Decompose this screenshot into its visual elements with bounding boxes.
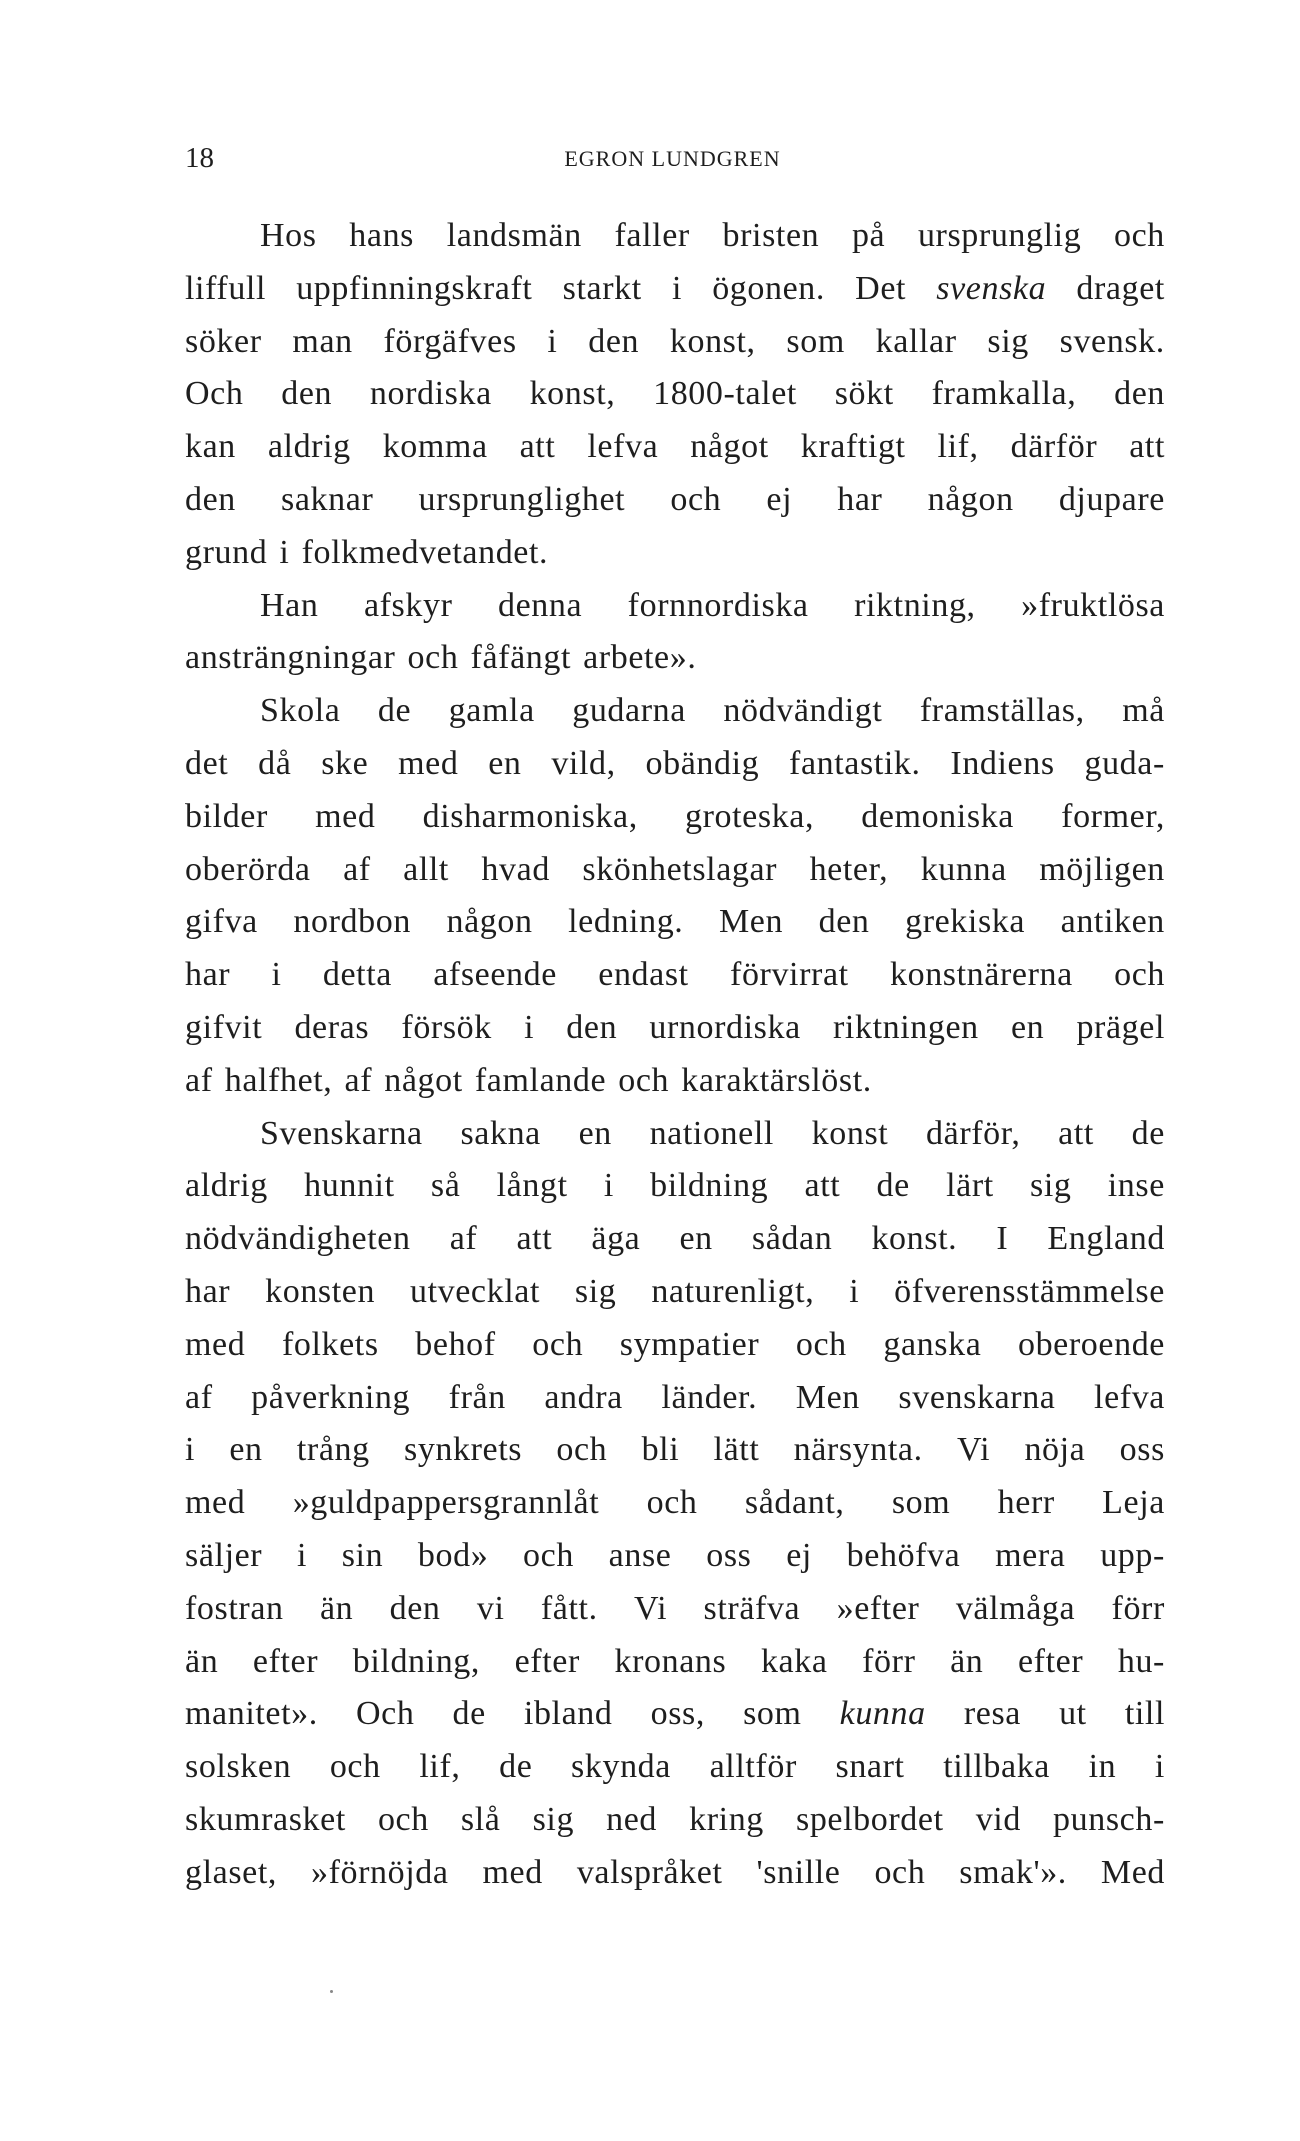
- word: vi: [476, 1589, 505, 1627]
- word: den: [1114, 375, 1165, 413]
- word: oss,: [650, 1695, 705, 1733]
- text-line: [185, 1530, 1165, 1583]
- word: försök: [401, 1008, 492, 1046]
- word: fått.: [540, 1589, 598, 1627]
- word: nationell: [649, 1114, 774, 1152]
- word: i: [1154, 1748, 1165, 1786]
- word: och: [377, 1800, 429, 1838]
- word: skönhetslagar: [582, 850, 778, 888]
- word: ögonen.: [712, 269, 825, 307]
- word: svensk.: [1059, 322, 1165, 360]
- word: behöfva: [846, 1536, 961, 1574]
- word: ursprunglighet: [418, 480, 626, 518]
- text-line: [185, 1160, 1165, 1213]
- word: komma: [382, 428, 488, 466]
- word: Han: [260, 586, 319, 624]
- word: den: [818, 903, 870, 941]
- word: herr: [997, 1484, 1055, 1522]
- word: ej: [786, 1536, 812, 1574]
- text-line: [185, 1055, 1165, 1108]
- word: förr: [1111, 1589, 1165, 1627]
- word: prägel: [1076, 1008, 1165, 1046]
- word: och: [329, 1748, 381, 1786]
- word: sig: [987, 322, 1029, 360]
- word: skynda: [571, 1748, 671, 1786]
- word: förvirrat: [730, 956, 849, 994]
- word: som: [891, 1484, 951, 1522]
- word: konst,: [529, 375, 616, 413]
- word: bildning: [650, 1167, 769, 1205]
- word: den: [389, 1589, 441, 1627]
- word: i: [296, 1536, 307, 1574]
- word: bli: [641, 1431, 680, 1469]
- word: har: [185, 1272, 231, 1310]
- word: en: [229, 1431, 263, 1469]
- word: och: [646, 1484, 698, 1522]
- word: nordiska: [369, 375, 492, 413]
- word: sakna: [460, 1114, 541, 1152]
- word: ej: [766, 480, 793, 518]
- text-line: [185, 1424, 1165, 1477]
- word: draget: [1076, 269, 1165, 307]
- text-line: [185, 1688, 1165, 1741]
- word: af: [185, 1378, 213, 1416]
- word: slå: [460, 1800, 501, 1838]
- word: liffull: [185, 269, 267, 307]
- word: manitet».: [185, 1695, 318, 1733]
- word: I: [996, 1220, 1009, 1258]
- word: Hos: [260, 217, 317, 254]
- word: hans: [349, 217, 415, 254]
- word: att: [1129, 428, 1165, 466]
- word: i: [185, 1431, 196, 1469]
- word: faller: [614, 217, 690, 254]
- word: bilder: [185, 797, 268, 835]
- text-line: [185, 474, 1165, 527]
- word: Med: [1100, 1853, 1165, 1891]
- word: andra: [544, 1378, 623, 1416]
- word: England: [1047, 1220, 1165, 1258]
- word: punsch-: [1053, 1800, 1165, 1838]
- word: därför,: [926, 1114, 1021, 1152]
- word: utvecklat: [410, 1272, 541, 1310]
- word: »guldpappersgrannlåt: [292, 1484, 600, 1522]
- word: den: [185, 480, 236, 518]
- word: till: [1124, 1695, 1165, 1733]
- word: påverkning: [251, 1378, 411, 1416]
- word: ibland: [523, 1695, 613, 1733]
- word: heter,: [809, 850, 889, 888]
- text-line: [185, 844, 1165, 897]
- word: sträfva: [703, 1589, 801, 1627]
- paper-speck: [330, 1990, 333, 1993]
- word: därför: [1010, 428, 1098, 466]
- word: någon: [446, 903, 533, 941]
- word: 1800-talet: [653, 375, 797, 413]
- word: ledning.: [568, 903, 684, 941]
- word: sig: [532, 1800, 575, 1838]
- word: Skola: [260, 692, 341, 730]
- word: hvad: [481, 850, 550, 888]
- text-line: [185, 1794, 1165, 1847]
- word: valspråket: [576, 1853, 723, 1891]
- word: Vi: [634, 1589, 668, 1627]
- word: tillbaka: [943, 1748, 1050, 1786]
- word: lefva: [1094, 1378, 1165, 1416]
- word: af halfhet, af något famlande och karaktärslöst.: [185, 1061, 872, 1099]
- text-line: [185, 1847, 1165, 1900]
- word: än: [950, 1642, 984, 1680]
- word: solsken: [185, 1748, 292, 1786]
- word: de: [1131, 1114, 1165, 1152]
- word: en: [679, 1220, 713, 1258]
- text-line: [185, 1636, 1165, 1689]
- word: oberoende: [1017, 1325, 1165, 1363]
- text-line: [185, 263, 1165, 316]
- word: nödvändigheten: [185, 1220, 411, 1258]
- word: fostran: [185, 1589, 284, 1627]
- word: Indiens: [950, 744, 1055, 782]
- word: må: [1122, 692, 1165, 730]
- word: aldrig: [267, 428, 351, 466]
- word: att: [1058, 1114, 1094, 1152]
- text-line: [185, 368, 1165, 421]
- word: trång: [296, 1431, 370, 1469]
- word: kan: [185, 428, 236, 466]
- word: att: [516, 1220, 553, 1258]
- word: efter: [252, 1642, 319, 1680]
- word: gudarna: [572, 692, 686, 730]
- word: ut: [1059, 1695, 1087, 1733]
- text-line: [185, 1319, 1165, 1372]
- word: har: [837, 480, 883, 518]
- text-line: [185, 1108, 1165, 1161]
- word: former,: [1061, 797, 1165, 835]
- word: sådant,: [744, 1484, 845, 1522]
- word: upp-: [1100, 1536, 1165, 1574]
- word: välmåga: [955, 1589, 1076, 1627]
- word: sympatier: [619, 1325, 760, 1363]
- word: med: [398, 744, 459, 782]
- word: så: [430, 1167, 461, 1205]
- word: den: [566, 1008, 618, 1046]
- word: »förnöjda: [310, 1853, 449, 1891]
- word: snart: [835, 1748, 905, 1786]
- word: öfverensstämmelse: [894, 1272, 1165, 1310]
- word: alltför: [709, 1748, 797, 1786]
- word: afskyr: [363, 586, 453, 624]
- word: afseende: [433, 956, 557, 994]
- word: hu-: [1117, 1642, 1165, 1680]
- word: som: [743, 1695, 802, 1733]
- word: af: [343, 850, 371, 888]
- word: deras: [294, 1008, 370, 1046]
- word: och: [523, 1536, 574, 1574]
- word: lif,: [937, 428, 979, 466]
- word: glaset,: [185, 1853, 278, 1891]
- word: en: [488, 744, 522, 782]
- word: kaka: [760, 1642, 828, 1680]
- word: saknar: [281, 480, 374, 518]
- word: länder.: [661, 1378, 758, 1416]
- word: i: [849, 1272, 860, 1310]
- text-line: [185, 949, 1165, 1002]
- italic-word: svenska: [936, 269, 1047, 307]
- word: in: [1088, 1748, 1117, 1786]
- word: vid: [975, 1800, 1021, 1838]
- word: konstnärerna: [890, 956, 1073, 994]
- word: allt: [403, 850, 449, 888]
- word: konst,: [669, 322, 756, 360]
- text-line: [185, 527, 1165, 580]
- word: smak'».: [959, 1853, 1067, 1891]
- word: närsynta.: [793, 1431, 923, 1469]
- word: vild,: [551, 744, 616, 782]
- word: »efter: [836, 1589, 920, 1627]
- word: skumrasket: [185, 1800, 346, 1838]
- word: ursprunglig: [917, 217, 1082, 254]
- word: i: [271, 956, 282, 994]
- text-line: [185, 421, 1165, 474]
- word: och: [556, 1431, 608, 1469]
- word: bod»: [417, 1536, 489, 1574]
- word: sig: [1030, 1167, 1072, 1205]
- word: som: [786, 322, 845, 360]
- word: i: [547, 322, 558, 360]
- word: och: [795, 1325, 847, 1363]
- word: nöja: [1024, 1431, 1086, 1469]
- word: och: [532, 1325, 584, 1363]
- word: fantastik.: [789, 744, 921, 782]
- word: kring: [689, 1800, 764, 1838]
- word: den: [281, 375, 333, 413]
- word: de: [452, 1695, 486, 1733]
- word: oss: [706, 1536, 752, 1574]
- word: möjligen: [1039, 850, 1165, 888]
- word: att: [519, 428, 556, 466]
- word: lif,: [419, 1748, 461, 1786]
- text-line: [185, 738, 1165, 791]
- word: riktningen: [833, 1008, 979, 1046]
- word: och: [670, 480, 722, 518]
- text-line: [185, 896, 1165, 949]
- word: Leja: [1102, 1484, 1165, 1522]
- word: efter: [514, 1642, 580, 1680]
- page-header: [185, 142, 1160, 182]
- word: djupare: [1058, 480, 1165, 518]
- word: gamla: [448, 692, 535, 730]
- word: i: [671, 269, 682, 307]
- word: med: [185, 1484, 246, 1522]
- word: hunnit: [304, 1167, 395, 1205]
- word: sig: [574, 1272, 617, 1310]
- word: groteska,: [684, 797, 815, 835]
- text-line: [185, 632, 1165, 685]
- page-number: 18: [185, 142, 214, 174]
- word: framkalla,: [931, 375, 1077, 413]
- word: ganska: [883, 1325, 982, 1363]
- word: Men: [795, 1378, 860, 1416]
- word: disharmoniska,: [422, 797, 638, 835]
- word: anse: [608, 1536, 672, 1574]
- word: och: [874, 1853, 926, 1891]
- text-line: [185, 1002, 1165, 1055]
- word: mera: [995, 1536, 1066, 1574]
- word: man: [292, 322, 353, 360]
- word: oss: [1119, 1431, 1165, 1469]
- word: 'snille: [756, 1853, 841, 1891]
- word: behof: [415, 1325, 496, 1363]
- word: oberörda: [185, 850, 311, 888]
- text-line: [185, 1741, 1165, 1794]
- word: landsmän: [446, 217, 582, 254]
- word: Och: [185, 375, 244, 413]
- word: den: [588, 322, 640, 360]
- word: äga: [591, 1220, 641, 1258]
- text-line: [185, 685, 1165, 738]
- word: framställas,: [919, 692, 1085, 730]
- word: lärt: [946, 1167, 994, 1205]
- word: förr: [862, 1642, 916, 1680]
- word: säljer: [185, 1536, 263, 1574]
- word: än: [319, 1589, 354, 1627]
- word: ske: [321, 744, 369, 782]
- word: sådan: [751, 1220, 833, 1258]
- body-text: [185, 210, 1165, 1900]
- word: bristen: [722, 217, 820, 254]
- word: konst: [811, 1114, 889, 1152]
- word: »fruktlösa: [1021, 586, 1165, 624]
- word: endast: [598, 956, 689, 994]
- word: grund i folkmedvetandet.: [185, 533, 549, 571]
- word: nödvändigt: [723, 692, 883, 730]
- word: denna: [498, 586, 583, 624]
- word: aldrig: [185, 1167, 268, 1205]
- word: gifva: [185, 903, 258, 941]
- word: kunna: [920, 850, 1007, 888]
- word: naturenligt,: [651, 1272, 815, 1310]
- word: i: [603, 1167, 614, 1205]
- word: resa: [963, 1695, 1021, 1733]
- word: konsten: [265, 1272, 376, 1310]
- word: af: [449, 1220, 478, 1258]
- word: de: [876, 1167, 910, 1205]
- word: kraftigt: [800, 428, 906, 466]
- text-line: [185, 1266, 1165, 1319]
- word: sin: [341, 1536, 384, 1574]
- word: uppfinningskraft: [296, 269, 533, 307]
- word: kronans: [614, 1642, 727, 1680]
- text-line: [185, 1583, 1165, 1636]
- word: starkt: [562, 269, 642, 307]
- word: de: [377, 692, 412, 730]
- word: ned: [606, 1800, 658, 1838]
- word: och: [1114, 956, 1165, 994]
- word: ansträngningar och fåfängt arbete».: [185, 639, 697, 677]
- word: Vi: [957, 1431, 991, 1469]
- word: Svenskarna: [260, 1114, 423, 1152]
- word: guda-: [1084, 744, 1165, 782]
- word: har: [185, 956, 231, 994]
- text-line: [185, 1372, 1165, 1425]
- italic-word: kunna: [839, 1695, 926, 1733]
- word: urnordiska: [649, 1008, 801, 1046]
- word: spelbordet: [795, 1800, 944, 1838]
- word: svenskarna: [898, 1378, 1056, 1416]
- word: och: [1114, 217, 1165, 254]
- word: någon: [927, 480, 1014, 518]
- running-head: EGRON LUNDGREN: [564, 146, 781, 171]
- word: fornnordiska: [627, 586, 809, 624]
- word: i: [524, 1008, 535, 1046]
- word: med: [482, 1853, 543, 1891]
- word: en: [578, 1114, 612, 1152]
- word: detta: [322, 956, 392, 994]
- text-line: [185, 791, 1165, 844]
- word: det: [185, 744, 229, 782]
- word: något: [690, 428, 769, 466]
- word: Det: [855, 269, 907, 307]
- word: konst.: [871, 1220, 958, 1258]
- text-line: [185, 316, 1165, 369]
- word: Och: [355, 1695, 415, 1733]
- word: obändig: [645, 744, 760, 782]
- word: de: [499, 1748, 533, 1786]
- word: förgäfves: [383, 322, 517, 360]
- word: en: [1010, 1008, 1045, 1046]
- word: antiken: [1060, 903, 1165, 941]
- word: då: [258, 744, 292, 782]
- word: söker: [185, 322, 262, 360]
- word: Men: [718, 903, 784, 941]
- text-line: [185, 210, 1165, 263]
- word: grekiska: [905, 903, 1026, 941]
- word: på: [851, 217, 886, 254]
- word: än: [185, 1642, 219, 1680]
- word: lefva: [587, 428, 659, 466]
- word: med: [315, 797, 376, 835]
- word: nordbon: [293, 903, 411, 941]
- word: med: [185, 1325, 246, 1363]
- word: synkrets: [404, 1431, 523, 1469]
- word: kallar: [875, 322, 957, 360]
- word: bildning,: [352, 1642, 481, 1680]
- word: långt: [496, 1167, 568, 1205]
- word: demoniska: [861, 797, 1014, 835]
- word: lätt: [713, 1431, 760, 1469]
- text-line: [185, 1213, 1165, 1266]
- word: från: [448, 1378, 506, 1416]
- word: efter: [1017, 1642, 1084, 1680]
- word: folkets: [281, 1325, 379, 1363]
- word: inse: [1107, 1167, 1165, 1205]
- word: gifvit: [185, 1008, 263, 1046]
- word: sökt: [834, 375, 894, 413]
- text-line: [185, 580, 1165, 633]
- word: att: [804, 1167, 841, 1205]
- text-line: [185, 1477, 1165, 1530]
- word: riktning,: [854, 586, 976, 624]
